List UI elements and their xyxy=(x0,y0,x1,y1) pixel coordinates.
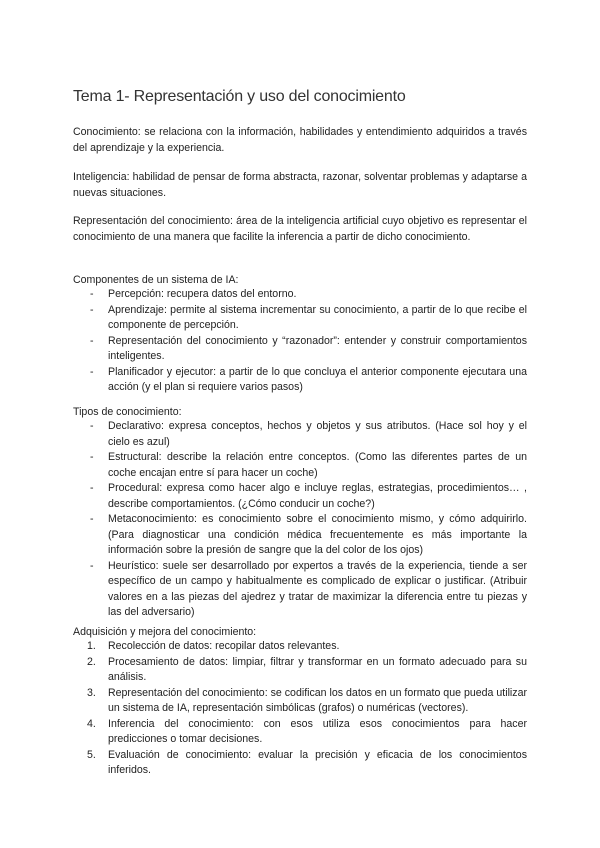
paragraph-representacion: Representación del conocimiento: área de la inteligencia artificial cuyo objetivo es representar el conocimiento de una manera que facilite la inferencia a partir de dicho conocimiento. xyxy=(73,215,527,243)
list-item: 4. Inferencia del conocimiento: con esos utiliza esos conocimientos para hacer predicciones o tomar decisiones. xyxy=(87,717,527,745)
list-item: - Representación del conocimiento y “razonador”: entender y construir comportamientos inteligentes. xyxy=(90,334,527,362)
list-item: - Percepción: recupera datos del entorno. xyxy=(90,288,297,300)
list-item: - Estructural: describe la relación entre conceptos. (Como las diferentes partes de un coche encajan entre sí para hacer un coche) xyxy=(90,451,527,479)
list-item: - Aprendizaje: permite al sistema incrementar su conocimiento, a partir de lo que recibe el componente de percepción. xyxy=(90,303,527,331)
paragraph-inteligencia: Inteligencia: habilidad de pensar de forma abstracta, razonar, solventar problemas y adaptarse a nuevas situaciones. xyxy=(73,171,527,199)
list-item: - Declarativo: expresa conceptos, hechos y objetos y sus atributos. (Hace sol hoy y el cielo es azul) xyxy=(90,420,527,448)
page-title: Tema 1- Representación y uso del conocimiento xyxy=(73,88,406,105)
paragraph-conocimiento: Conocimiento: se relaciona con la información, habilidades y entendimiento adquiridos a través del aprendizaje y la experiencia. xyxy=(73,126,527,154)
list-item: - Metaconocimiento: es conocimiento sobre el conocimiento mismo, y cómo adquirirlo. (Para diagnosticar una condición médica frecuentemente es más importante la información sobre la presión de sangre que la del color de los ojos) xyxy=(90,513,527,556)
list-item: - Procedural: expresa como hacer algo e incluye reglas, estrategias, procedimientos… , describe comportamientos. (¿Cómo conducir un coche?) xyxy=(90,482,527,510)
list-item: - Heurístico: suele ser desarrollado por expertos a través de la experiencia, tiende a ser específico de un campo y habitualmente es complicado de explicar o justificar. (Atribuir valores en a las piezas del ajedrez y tratar de maximizar la diferencia entre tu piezas y las del adversario) xyxy=(90,559,527,618)
list-componentes xyxy=(73,287,527,396)
heading-componentes: Componentes de un sistema de IA: xyxy=(73,274,239,286)
heading-adquisicion: Adquisición y mejora del conocimiento: xyxy=(73,626,257,638)
list-item: 1. Recolección de datos: recopilar datos relevantes. xyxy=(87,640,340,652)
list-tipos xyxy=(73,419,527,621)
list-item: 5. Evaluación de conocimiento: evaluar la precisión y eficacia de los conocimientos inferidos. xyxy=(87,748,527,776)
list-item: 2. Procesamiento de datos: limpiar, filtrar y transformar en un formato adecuado para su análisis. xyxy=(87,655,527,683)
list-adquisicion xyxy=(73,639,527,779)
list-item: 3. Representación del conocimiento: se codifican los datos en un formato que pueda utilizar un sistema de IA, representación simbólicas (grafos) o numéricas (vectores). xyxy=(87,686,527,714)
heading-tipos: Tipos de conocimiento: xyxy=(73,406,182,418)
list-item: - Planificador y ejecutor: a partir de lo que concluya el anterior componente ejecutara una acción (y el plan si requiere varios pasos) xyxy=(90,365,527,393)
